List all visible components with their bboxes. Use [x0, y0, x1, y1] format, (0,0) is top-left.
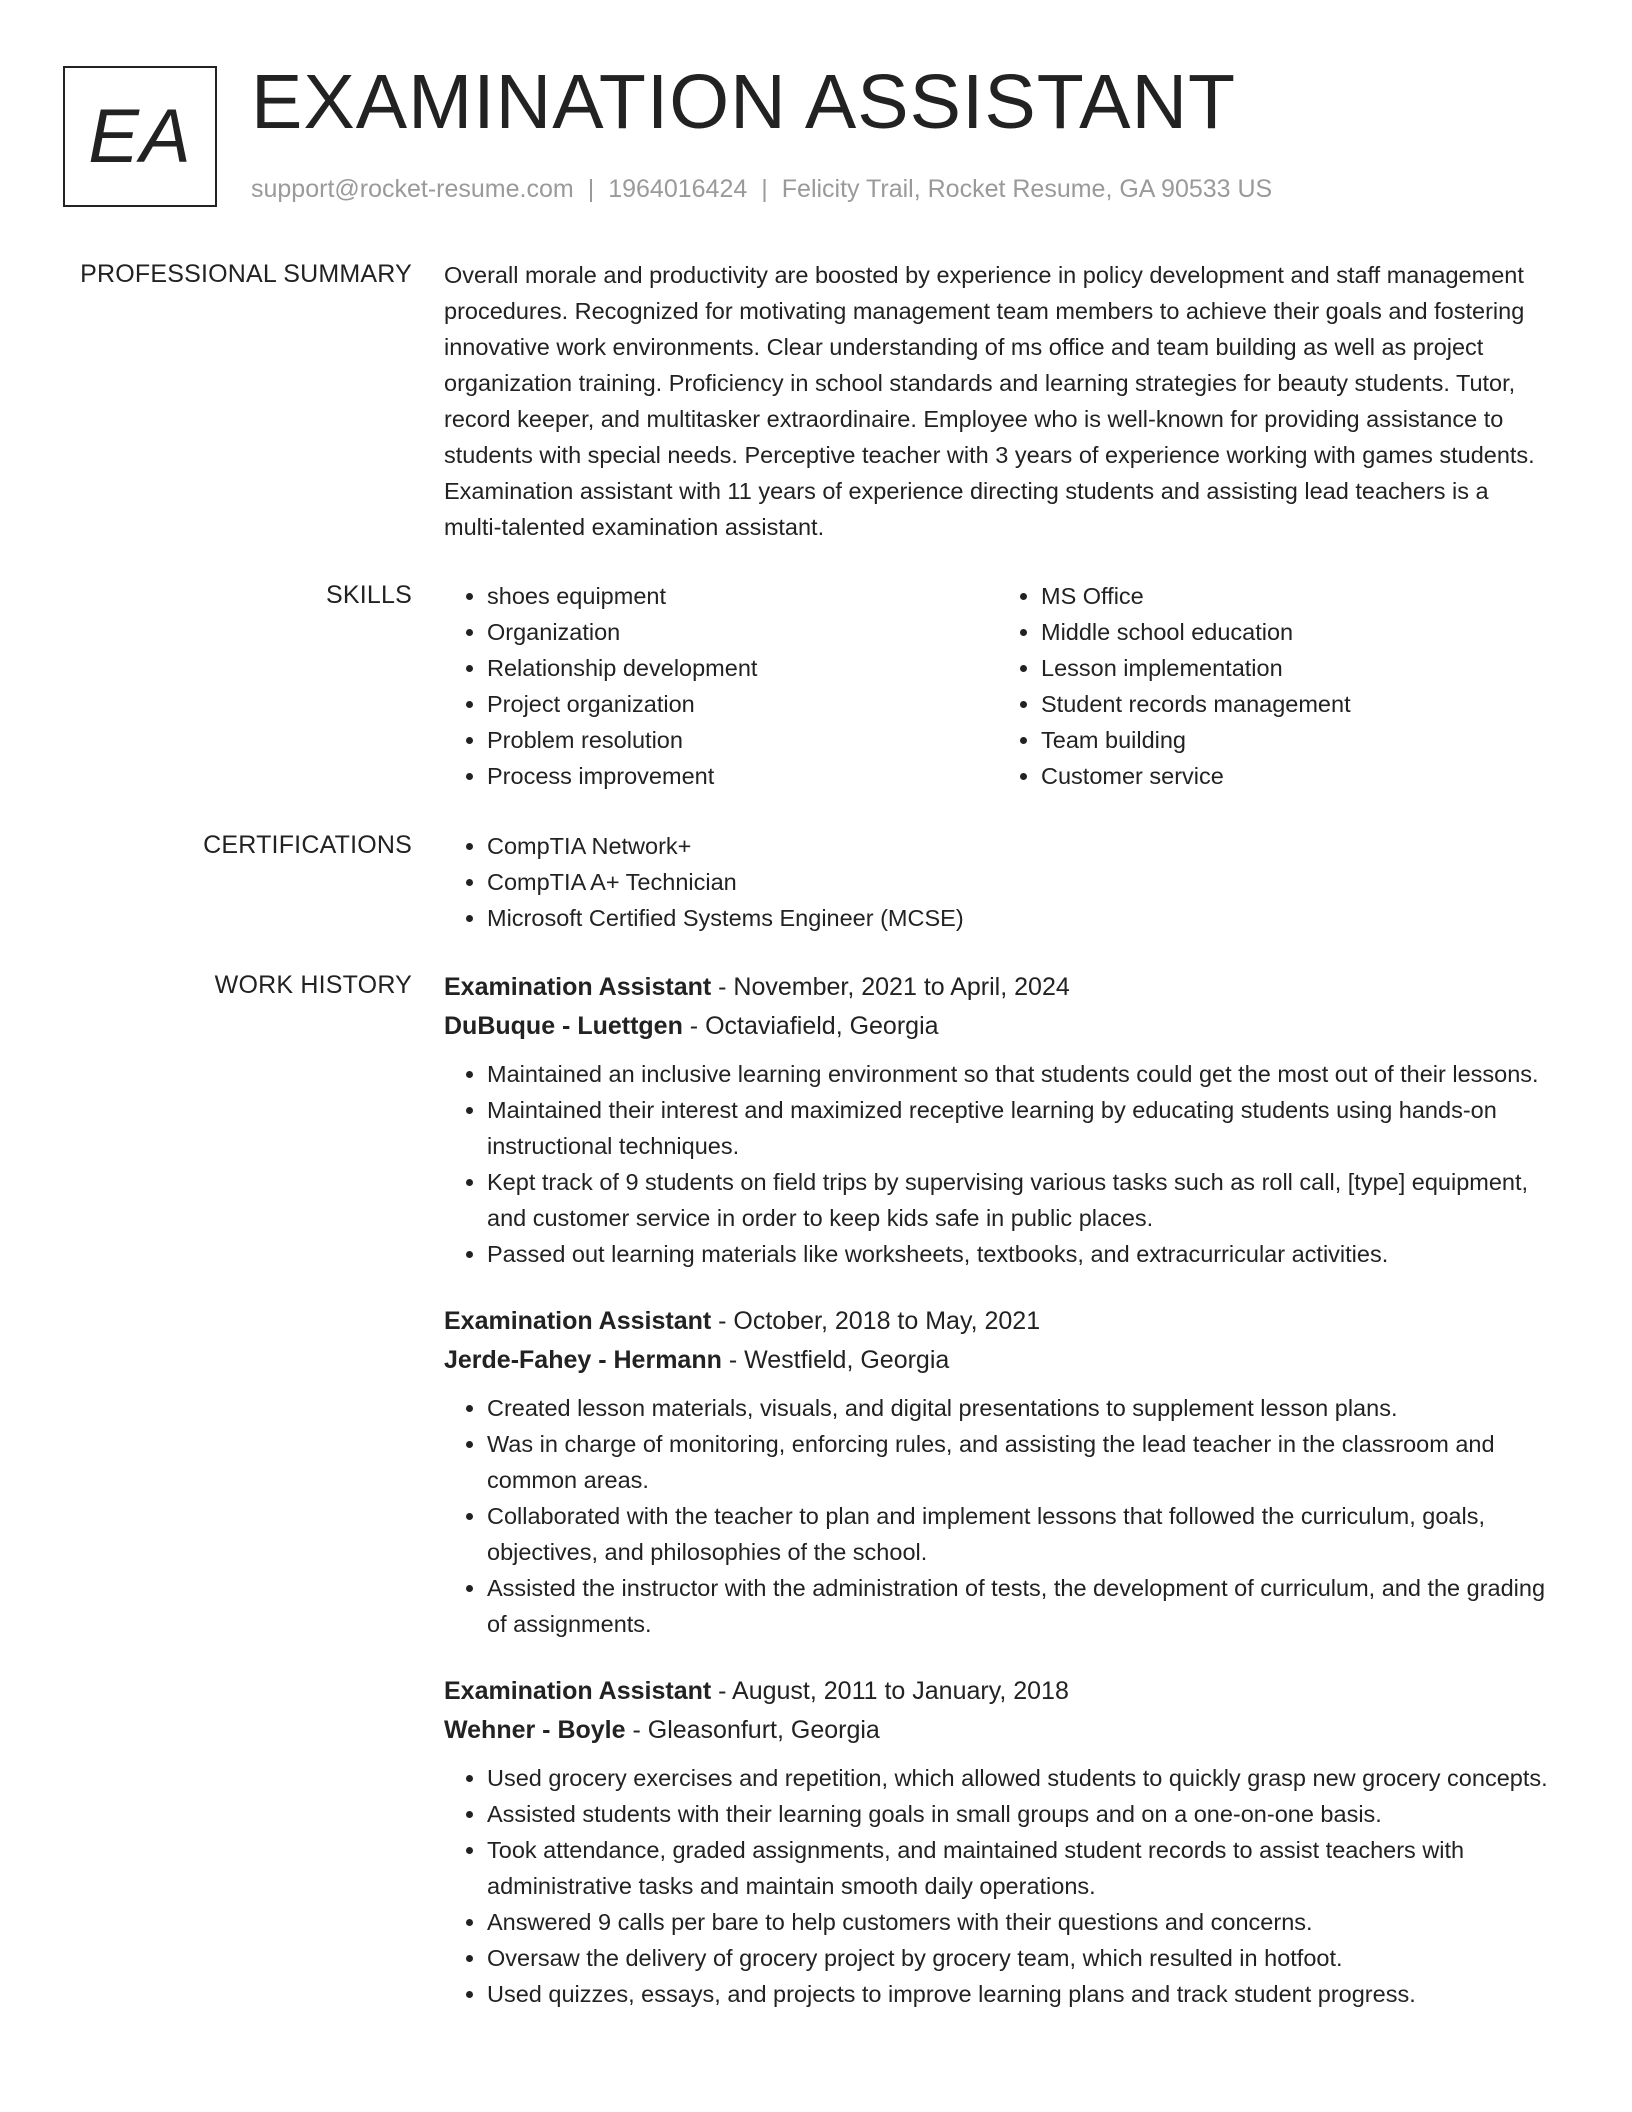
- job-company: Wehner - Boyle: [444, 1716, 626, 1744]
- job-company-line: [444, 1711, 1552, 1750]
- section-heading: WORK HISTORY: [214, 971, 412, 999]
- certification-item: • Microsoft Certified Systems Engineer (MCSE): [487, 900, 1552, 936]
- job-bullet: • Collaborated with the teacher to plan and implement lessons that followed the curriculum, goals, objectives, and philosophies of the school.: [487, 1498, 1552, 1570]
- skill-item: • Relationship development: [487, 650, 998, 686]
- job-location: - Octaviafield, Georgia: [682, 1012, 939, 1040]
- job-bullet: • Used grocery exercises and repetition, which allowed students to quickly grasp new grocery concepts.: [487, 1760, 1552, 1796]
- contact-separator: |: [587, 175, 595, 203]
- job-bullet: • Was in charge of monitoring, enforcing rules, and assisting the lead teacher in the classroom and common areas.: [487, 1426, 1552, 1498]
- job-entry: [444, 1672, 1552, 2012]
- skill-item: • MS Office: [1041, 578, 1552, 614]
- skill-item: • Process improvement: [487, 758, 998, 794]
- job-title-line: [444, 968, 1552, 1007]
- job-bullet: • Maintained their interest and maximized receptive learning by educating students using hands-on instructional techniques.: [487, 1092, 1552, 1164]
- skill-item: • shoes equipment: [487, 578, 998, 614]
- section-heading: CERTIFICATIONS: [203, 831, 412, 859]
- contact-email: support@rocket-resume.com: [251, 175, 574, 203]
- job-dates: - August, 2011 to January, 2018: [711, 1677, 1069, 1705]
- monogram-initials: EA: [88, 94, 192, 179]
- job-entry: [444, 1302, 1552, 1642]
- job-company: Jerde-Fahey - Hermann: [444, 1346, 722, 1374]
- job-bullet: • Answered 9 calls per bare to help customers with their questions and concerns.: [487, 1904, 1552, 1940]
- certifications-list: [444, 828, 1552, 936]
- monogram-box: [63, 66, 217, 207]
- job-dates: - November, 2021 to April, 2024: [711, 973, 1070, 1001]
- skill-item: • Lesson implementation: [1041, 650, 1552, 686]
- skills-list-left: [444, 578, 998, 794]
- job-title-line: [444, 1302, 1552, 1341]
- contact-line: [251, 172, 1272, 206]
- job-company-line: [444, 1007, 1552, 1046]
- skill-item: • Problem resolution: [487, 722, 998, 758]
- job-bullet: • Used quizzes, essays, and projects to improve learning plans and track student progress.: [487, 1976, 1552, 2012]
- skill-item: • Student records management: [1041, 686, 1552, 722]
- contact-address: Felicity Trail, Rocket Resume, GA 90533 US: [781, 175, 1273, 203]
- job-bullet: • Assisted students with their learning goals in small groups and on a one-on-one basis.: [487, 1796, 1552, 1832]
- skill-item: • Organization: [487, 614, 998, 650]
- job-location: - Westfield, Georgia: [721, 1346, 950, 1374]
- section-heading: SKILLS: [326, 581, 412, 609]
- skill-item: • Team building: [1041, 722, 1552, 758]
- skills-columns: [444, 578, 1552, 794]
- job-bullet: • Assisted the instructor with the administration of tests, the development of curriculum, and the grading of assignments.: [487, 1570, 1552, 1642]
- job-bullet: • Oversaw the delivery of grocery project by grocery team, which resulted in hotfoot.: [487, 1940, 1552, 1976]
- skills-body: [444, 578, 1552, 794]
- job-bullet: • Created lesson materials, visuals, and digital presentations to supplement lesson plans.: [487, 1390, 1552, 1426]
- certification-item: • CompTIA A+ Technician: [487, 864, 1552, 900]
- job-company-line: [444, 1341, 1552, 1380]
- section-heading: PROFESSIONAL SUMMARY: [80, 260, 412, 288]
- job-title: Examination Assistant: [444, 973, 712, 1001]
- contact-separator: |: [761, 175, 768, 203]
- certification-item: • CompTIA Network+: [487, 828, 1552, 864]
- skills-list-right: [998, 578, 1552, 794]
- job-bullets: [444, 1056, 1552, 1272]
- job-bullet: • Took attendance, graded assignments, and maintained student records to assist teachers with administrative tasks and maintain smooth daily operations.: [487, 1832, 1552, 1904]
- job-company: DuBuque - Luettgen: [444, 1012, 683, 1040]
- job-location: - Gleasonfurt, Georgia: [625, 1716, 880, 1744]
- job-bullet: • Maintained an inclusive learning environment so that students could get the most out of their lessons.: [487, 1056, 1552, 1092]
- job-title-line: [444, 1672, 1552, 1711]
- job-bullet: • Kept track of 9 students on field trips by supervising various tasks such as roll call, [type] equipment, and customer service in order to keep kids safe in public places.: [487, 1164, 1552, 1236]
- job-title: Examination Assistant: [444, 1307, 712, 1335]
- job-dates: - October, 2018 to May, 2021: [711, 1307, 1041, 1335]
- job-entry: [444, 968, 1552, 1272]
- summary-text: Overall morale and productivity are boosted by experience in policy development and staff management procedures. Recognized for motivating management team members to achieve their goals and fostering innovative work environments. Clear understanding of ms office and team building as well as project organization training. Proficiency in school standards and learning strategies for beauty students. Tutor, record keeper, and multitasker extraordinaire. Employee who is well-known for providing assistance to students with special needs. Perceptive teacher with 3 years of experience working with games students. Examination assistant with 11 years of experience directing students and assisting lead teachers is a multi-talented examination assistant.: [444, 262, 1535, 540]
- candidate-title: EXAMINATION ASSISTANT: [251, 59, 1237, 145]
- skill-item: • Customer service: [1041, 758, 1552, 794]
- summary-body: [444, 257, 1552, 545]
- certifications-body: [444, 828, 1552, 936]
- job-bullets: [444, 1390, 1552, 1642]
- contact-phone: 1964016424: [608, 175, 748, 203]
- skill-item: • Middle school education: [1041, 614, 1552, 650]
- job-title: Examination Assistant: [444, 1677, 712, 1705]
- skill-item: • Project organization: [487, 686, 998, 722]
- job-bullet: • Passed out learning materials like worksheets, textbooks, and extracurricular activities.: [487, 1236, 1552, 1272]
- work-body: [444, 968, 1552, 2042]
- job-bullets: [444, 1760, 1552, 2012]
